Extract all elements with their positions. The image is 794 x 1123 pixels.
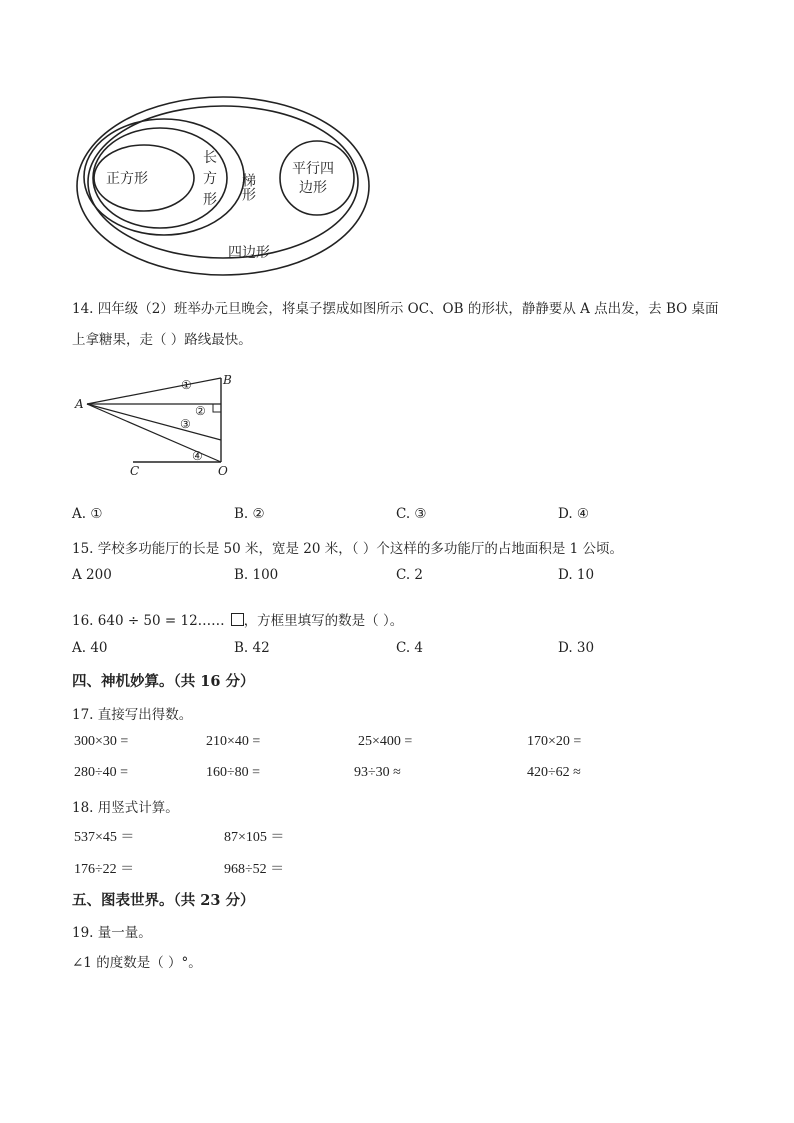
q14-text-line1: 14. 四年级（2）班举办元旦晚会，将桌子摆成如图所示 OC、OB 的形状，静静要从 A 点出发，去 BO 桌面 bbox=[72, 301, 719, 317]
rectangle-label-3: 形 bbox=[203, 192, 217, 208]
q14-option-a[interactable]: A. ① bbox=[72, 506, 103, 522]
q17-item-3: 25×400 = bbox=[358, 734, 413, 749]
parallelogram-label-1: 平行四 bbox=[292, 161, 334, 177]
route-2-label: ② bbox=[195, 404, 206, 418]
section-5-heading: 五、图表世界。（共 23 分） bbox=[72, 892, 255, 909]
point-o-label: O bbox=[218, 464, 228, 478]
point-a-label: A bbox=[75, 397, 84, 411]
section-4-heading: 四、神机妙算。（共 16 分） bbox=[72, 673, 255, 690]
parallelogram-label-2: 边形 bbox=[299, 180, 327, 196]
q15-option-a[interactable]: A 200 bbox=[72, 567, 112, 583]
q15-option-d[interactable]: D. 10 bbox=[558, 567, 595, 583]
quadrilateral-venn-diagram bbox=[70, 92, 390, 284]
q17-item-6: 160÷80 = bbox=[206, 765, 261, 780]
square-label: 正方形 bbox=[106, 171, 148, 187]
trapezoid-label: 梯形 bbox=[240, 173, 256, 201]
answer-box bbox=[231, 613, 244, 626]
q19-text: ∠1 的度数是（ ）°。 bbox=[72, 955, 202, 971]
q18-title: 18. 用竖式计算。 bbox=[72, 800, 179, 816]
q15-text: 15. 学校多功能厅的长是 50 米，宽是 20 米，（ ）个这样的多功能厅的占地面积是 1 公顷。 bbox=[72, 541, 623, 557]
q18-item-1: 537×45 ＝ bbox=[74, 830, 135, 845]
rectangle-label-1: 长 bbox=[203, 150, 217, 166]
q16-line bbox=[72, 609, 403, 629]
q17-item-7: 93÷30 ≈ bbox=[354, 765, 401, 780]
route-3-label: ③ bbox=[180, 417, 191, 431]
q15-option-c[interactable]: C. 2 bbox=[396, 567, 424, 583]
q18-item-4: 968÷52 ＝ bbox=[224, 862, 285, 877]
route-4-label: ④ bbox=[192, 449, 203, 463]
q15-option-b[interactable]: B. 100 bbox=[234, 567, 279, 583]
q16-option-b[interactable]: B. 42 bbox=[234, 640, 270, 656]
q17-title: 17. 直接写出得数。 bbox=[72, 707, 193, 723]
q17-item-5: 280÷40 = bbox=[74, 765, 129, 780]
right-angle-mark bbox=[213, 404, 221, 412]
q14-option-c[interactable]: C. ③ bbox=[396, 506, 427, 522]
q16-expression: 16. 640 ÷ 50 = 12…… bbox=[72, 613, 225, 629]
q16-option-c[interactable]: C. 4 bbox=[396, 640, 424, 656]
q17-item-1: 300×30 = bbox=[74, 734, 129, 749]
q17-item-8: 420÷62 ≈ bbox=[527, 765, 581, 780]
q17-item-4: 170×20 = bbox=[527, 734, 582, 749]
q14-text-line2: 上拿糖果，走（ ）路线最快。 bbox=[72, 332, 252, 348]
route-1-label: ① bbox=[181, 378, 192, 392]
q18-item-2: 87×105 ＝ bbox=[224, 830, 285, 845]
rectangle-label-2: 方 bbox=[203, 171, 217, 187]
parallelogram-circle bbox=[280, 141, 354, 215]
point-c-label: C bbox=[130, 464, 140, 478]
q16-option-a[interactable]: A. 40 bbox=[72, 640, 108, 656]
route-figure bbox=[70, 370, 240, 480]
q14-option-d[interactable]: D. ④ bbox=[558, 506, 590, 522]
q17-item-2: 210×40 = bbox=[206, 734, 261, 749]
q16-text: ，方框里填写的数是（ ）。 bbox=[243, 613, 404, 629]
q18-item-3: 176÷22 ＝ bbox=[74, 862, 135, 877]
quadrilateral-label: 四边形 bbox=[228, 245, 270, 261]
route-1 bbox=[87, 378, 221, 404]
q19-title: 19. 量一量。 bbox=[72, 925, 152, 941]
q14-option-b[interactable]: B. ② bbox=[234, 506, 265, 522]
point-b-label: B bbox=[223, 373, 232, 387]
q16-option-d[interactable]: D. 30 bbox=[558, 640, 595, 656]
